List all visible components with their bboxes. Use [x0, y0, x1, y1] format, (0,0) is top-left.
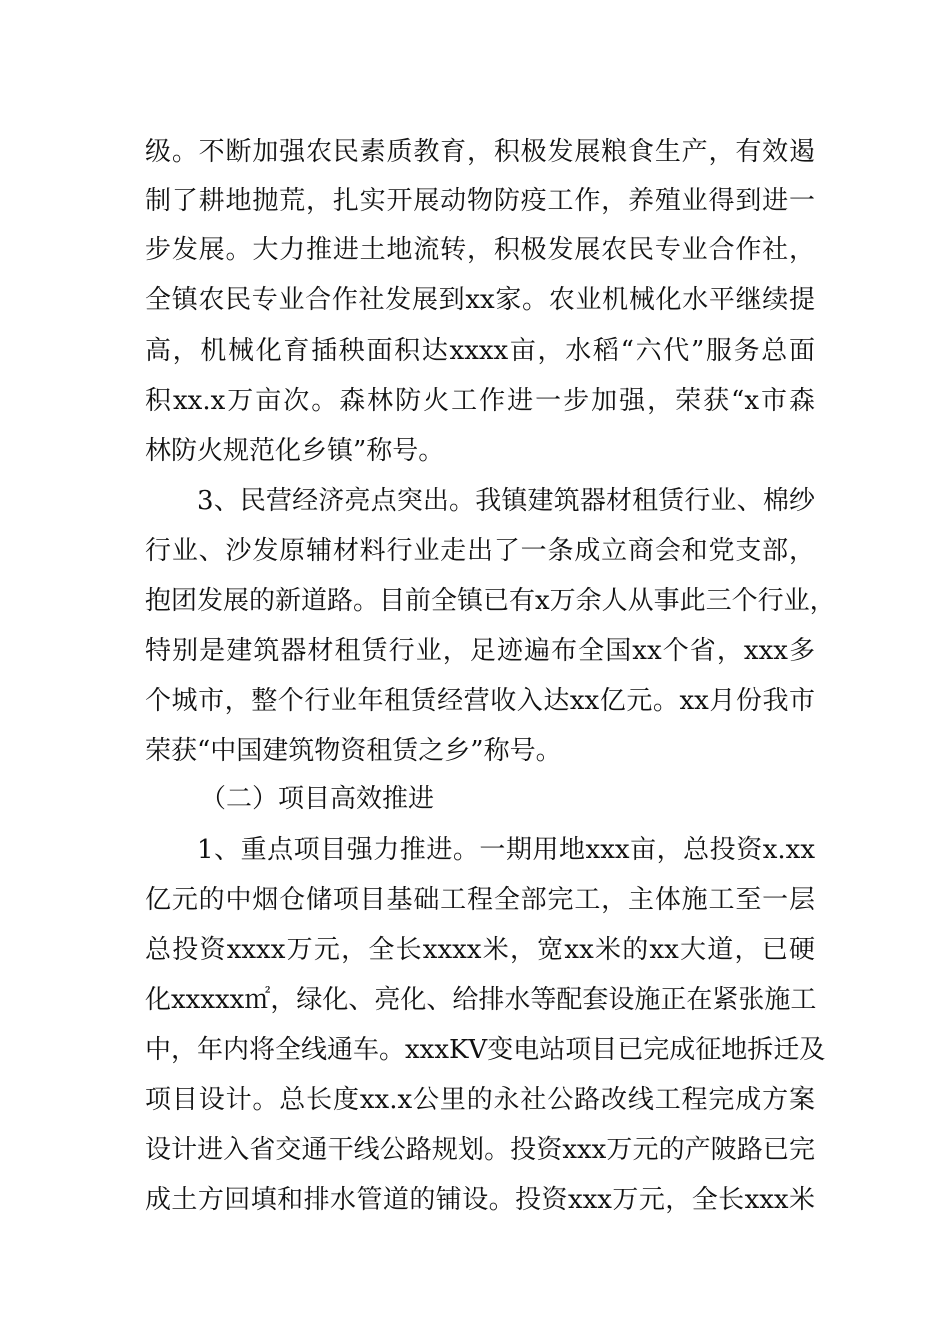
paragraph-line: 积xx.x万亩次。森林防火工作进一步加强，荣获“x市森 — [145, 386, 815, 416]
paragraph-line: 步发展。大力推进土地流转，积极发展农民专业合作社， — [145, 235, 815, 265]
paragraph-line: 成土方回填和排水管道的铺设。投资xxx万元，全长xxx米 — [145, 1185, 815, 1215]
paragraph-line: 中，年内将全线通车。xxxKV变电站项目已完成征地拆迁及 — [145, 1035, 826, 1065]
paragraph-line: 抱团发展的新道路。目前全镇已有x万余人从事此三个行业， — [145, 586, 836, 616]
paragraph-line: 制了耕地抛荒，扎实开展动物防疫工作，养殖业得到进一 — [145, 186, 815, 216]
paragraph-line: 设计进入省交通干线公路规划。投资xxx万元的产陂路已完 — [145, 1135, 815, 1165]
paragraph-line: 林防火规范化乡镇”称号。 — [145, 436, 445, 466]
paragraph-line: 全镇农民专业合作社发展到xx家。农业机械化水平继续提 — [145, 285, 815, 315]
paragraph-line: 行业、沙发原辅材料行业走出了一条成立商会和党支部， — [145, 536, 815, 566]
paragraph-line: 亿元的中烟仓储项目基础工程全部完工，主体施工至一层 — [145, 885, 815, 915]
paragraph-line: 1、重点项目强力推进。一期用地xxx亩，总投资x.xx — [197, 835, 815, 865]
paragraph-line: 高，机械化育插秧面积达xxxx亩，水稻“六代”服务总面 — [145, 336, 815, 366]
paragraph-line: 特别是建筑器材租赁行业，足迹遍布全国xx个省，xxx多 — [145, 636, 815, 666]
paragraph-line: 项目设计。总长度xx.x公里的永社公路改线工程完成方案 — [145, 1085, 815, 1115]
paragraph-line: 3、民营经济亮点突出。我镇建筑器材租赁行业、棉纱 — [197, 486, 815, 516]
paragraph-line: 总投资xxxx万元，全长xxxx米，宽xx米的xx大道，已硬 — [145, 935, 815, 965]
paragraph-line: 荣获“中国建筑物资租赁之乡”称号。 — [145, 736, 562, 766]
section-heading: （二）项目高效推进 — [200, 784, 435, 814]
paragraph-line: 个城市，整个行业年租赁经营收入达xx亿元。xx月份我市 — [145, 686, 815, 716]
paragraph-line: 级。不断加强农民素质教育，积极发展粮食生产，有效遏 — [145, 137, 815, 167]
paragraph-line: 化xxxxx㎡，绿化、亮化、给排水等配套设施正在紧张施工 — [145, 985, 817, 1015]
